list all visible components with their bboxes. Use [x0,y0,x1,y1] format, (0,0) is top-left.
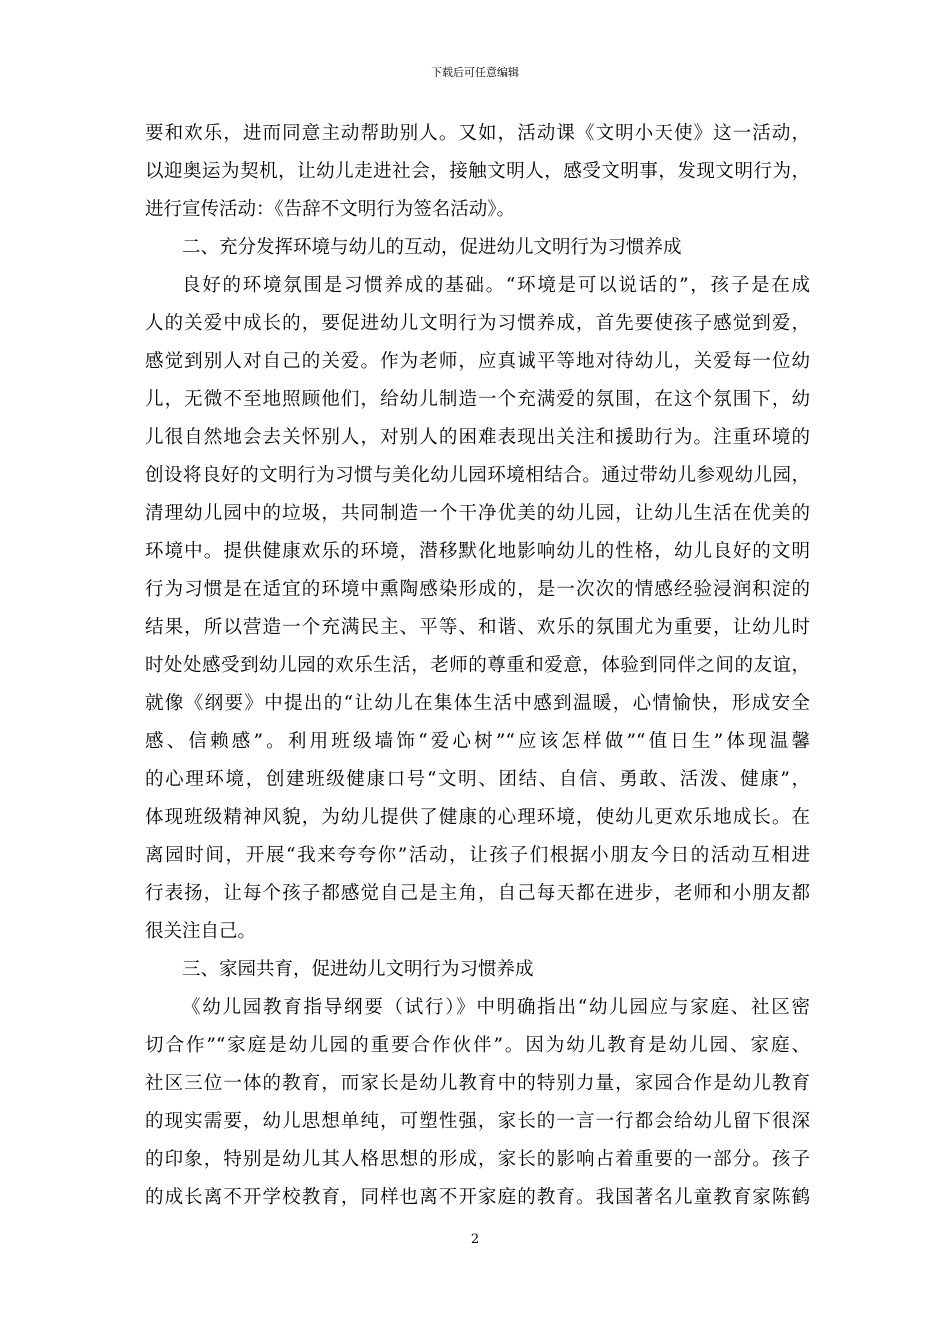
text-line: 切合作”“家庭是幼儿园的重要合作伙伴”。因为幼儿教育是幼儿园、家庭、 [145,1035,810,1056]
text-line: 的印象，特别是幼儿其人格思想的形成，家长的影响占着重要的一部分。孩子 [145,1149,810,1170]
text-line: 离园时间，开展“我来夸夸你”活动，让孩子们根据小朋友今日的活动互相进 [145,845,810,866]
page-header: 下载后可任意编辑 [431,66,519,79]
text-line: 的心理环境，创建班级健康口号“文明、团结、自信、勇敢、活泼、健康”， [145,769,810,790]
body-text [145,115,810,1217]
text-line: 人的关爱中成长的，要促进幼儿文明行为习惯养成，首先要使孩子感觉到爱， [145,313,810,334]
text-line: 《幼儿园教育指导纲要（试行）》中明确指出“幼儿园应与家庭、社区密 [182,997,810,1018]
text-line: 体现班级精神风貌，为幼儿提供了健康的心理环境，使幼儿更欢乐地成长。在 [145,807,810,828]
text-line: 儿，无微不至地照顾他们，给幼儿制造一个充满爱的氛围，在这个氛围下，幼 [145,389,810,410]
text-line: 感觉到别人对自己的关爱。作为老师，应真诚平等地对待幼儿，关爱每一位幼 [145,351,810,372]
text-line: 以迎奥运为契机，让幼儿走进社会，接触文明人，感受文明事，发现文明行为， [145,161,810,182]
text-line: 感、信赖感”。利用班级墙饰“爱心树”“应该怎样做”“值日生”体现温馨 [145,731,810,752]
text-line: 时处处感受到幼儿园的欢乐生活，老师的尊重和爱意，体验到同伴之间的友谊， [145,655,810,676]
text-line: 进行宣传活动：《告辞不文明行为签名活动》。 [145,199,516,220]
text-line: 环境中。提供健康欢乐的环境，潜移默化地影响幼儿的性格，幼儿良好的文明 [145,541,810,562]
section-heading: 三、家园共育，促进幼儿文明行为习惯养成 [182,959,534,980]
text-line: 的现实需要，幼儿思想单纯，可塑性强，家长的一言一行都会给幼儿留下很深 [145,1111,810,1132]
text-line: 创设将良好的文明行为习惯与美化幼儿园环境相结合。通过带幼儿参观幼儿园， [145,465,810,486]
text-line: 社区三位一体的教育，而家长是幼儿教育中的特别力量，家园合作是幼儿教育 [145,1073,810,1094]
text-line: 很关注自己。 [145,921,257,942]
text-line: 结果，所以营造一个充满民主、平等、和谐、欢乐的氛围尤为重要，让幼儿时 [145,617,810,638]
page-number: 2 [470,1232,480,1247]
text-line: 的成长离不开学校教育，同样也离不开家庭的教育。我国著名儿童教育家陈鹤 [145,1187,810,1208]
text-line: 良好的环境氛围是习惯养成的基础。“环境是可以说话的”，孩子是在成 [182,275,810,296]
section-heading: 二、充分发挥环境与幼儿的互动，促进幼儿文明行为习惯养成 [182,237,682,258]
text-line: 要和欢乐，进而同意主动帮助别人。又如，活动课《文明小天使》这一活动， [145,123,810,144]
text-line: 行表扬，让每个孩子都感觉自己是主角，自己每天都在进步，老师和小朋友都 [145,883,810,904]
text-line: 就像《纲要》中提出的“让幼儿在集体生活中感到温暖，心情愉快，形成安全 [145,693,810,714]
text-line: 行为习惯是在适宜的环境中熏陶感染形成的，是一次次的情感经验浸润积淀的 [145,579,810,600]
text-line: 儿很自然地会去关怀别人，对别人的困难表现出关注和援助行为。注重环境的 [145,427,810,448]
text-line: 清理幼儿园中的垃圾，共同制造一个干净优美的幼儿园，让幼儿生活在优美的 [145,503,810,524]
